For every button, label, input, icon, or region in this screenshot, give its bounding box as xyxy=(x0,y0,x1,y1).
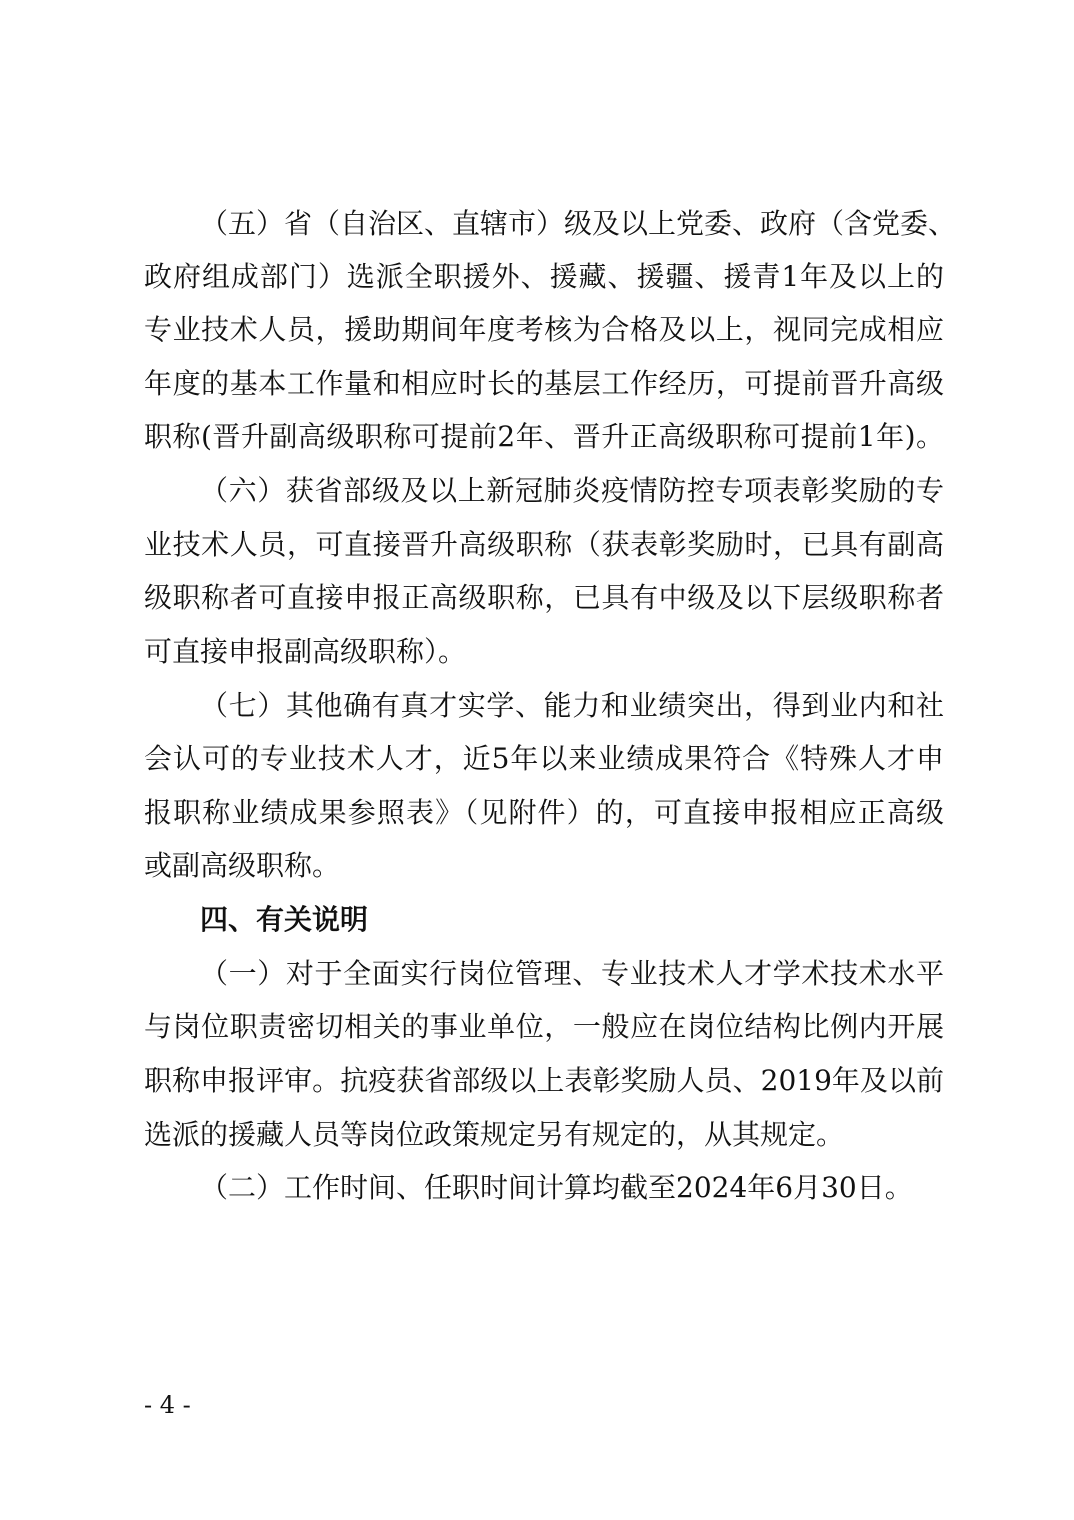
paragraph-line: 专业技术人员，援助期间年度考核为合格及以上，视同完成相应 xyxy=(144,313,944,346)
paragraph-line: 职称申报评审。抗疫获省部级以上表彰奖励人员、2019年及以前 xyxy=(144,1064,944,1097)
paragraph-line: （六）获省部级及以上新冠肺炎疫情防控专项表彰奖励的专 xyxy=(200,474,944,507)
section-heading: 四、有关说明 xyxy=(200,903,369,936)
paragraph-line: （二）工作时间、任职时间计算均截至2024年6月30日。 xyxy=(200,1171,913,1204)
paragraph-line: 业技术人员，可直接晋升高级职称（获表彰奖励时，已具有副高 xyxy=(144,528,944,561)
paragraph-line: 或副高级职称。 xyxy=(144,849,341,882)
paragraph-line: 选派的援藏人员等岗位政策规定另有规定的，从其规定。 xyxy=(144,1118,845,1151)
paragraph-line: 级职称者可直接申报正高级职称，已具有中级及以下层级职称者 xyxy=(144,581,944,614)
paragraph-line: 政府组成部门）选派全职援外、援藏、援疆、援青1年及以上的 xyxy=(144,260,944,293)
paragraph-line: 会认可的专业技术人才，近5年以来业绩成果符合《特殊人才申 xyxy=(144,742,944,775)
page-number: - 4 - xyxy=(144,1391,191,1419)
paragraph-line: （一）对于全面实行岗位管理、专业技术人才学术技术水平 xyxy=(200,957,944,990)
paragraph-line: （五）省（自治区、直辖市）级及以上党委、政府（含党委、 xyxy=(200,207,957,240)
paragraph-line: 与岗位职责密切相关的事业单位，一般应在岗位结构比例内开展 xyxy=(144,1010,944,1043)
paragraph-line: 可直接申报副高级职称）。 xyxy=(144,635,467,668)
paragraph-line: （七）其他确有真才实学、能力和业绩突出，得到业内和社 xyxy=(200,689,944,722)
paragraph-line: 报职称业绩成果参照表》（见附件）的，可直接申报相应正高级 xyxy=(144,796,944,829)
paragraph-line: 职称(晋升副高级职称可提前2年、晋升正高级职称可提前1年)。 xyxy=(144,420,944,453)
paragraph-line: 年度的基本工作量和相应时长的基层工作经历，可提前晋升高级 xyxy=(144,367,944,400)
